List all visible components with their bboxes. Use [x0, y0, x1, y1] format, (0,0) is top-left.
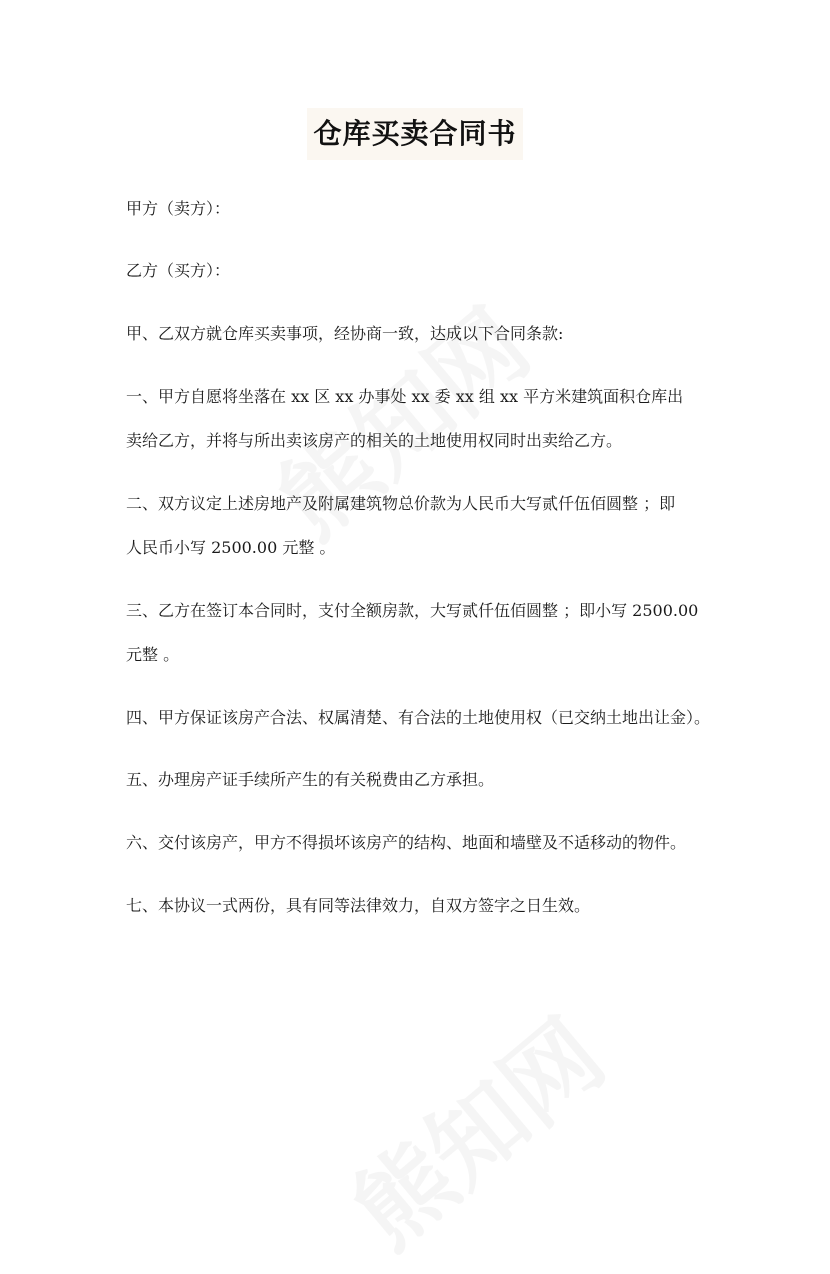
watermark: [245, 273, 554, 563]
clause-2-line-2: 人民币小写 2500.00 元整 。: [126, 538, 336, 557]
title-block: [0, 108, 830, 160]
clause-5: 五、办理房产证手续所产生的有关税费由乙方承担。: [126, 770, 495, 789]
clause-1-line-2: 卖给乙方，并将与所出卖该房产的相关的土地使用权同时出卖给乙方。: [126, 431, 623, 450]
clause-7: 七、本协议一式两份，具有同等法律效力，自双方签字之日生效。: [126, 896, 591, 915]
clause-1-line-1: 一、甲方自愿将坐落在 xx 区 xx 办事处 xx 委 xx 组 xx 平方米建筑面积仓库出: [126, 387, 684, 406]
intro-paragraph: 甲、乙双方就仓库买卖事项，经协商一致，达成以下合同条款:: [126, 324, 564, 343]
document-title: 仓库买卖合同书: [307, 108, 522, 160]
clause-3-line-1: 三、乙方在签订本合同时，支付全额房款，大写贰仟伍佰圆整 ；即小写 2500.00: [126, 601, 699, 620]
party-b-line: 乙方（买方）：: [126, 261, 231, 280]
watermark: [320, 983, 629, 1273]
clause-4: 四、甲方保证该房产合法、权属清楚、有合法的土地使用权（已交纳土地出让金）。: [126, 708, 711, 727]
clause-2-line-1: 二、双方议定上述房地产及附属建筑物总价款为人民币大写贰仟伍佰圆整 ；即: [126, 494, 676, 513]
party-a-line: 甲方（卖方）：: [126, 199, 231, 218]
clause-6: 六、交付该房产，甲方不得损坏该房产的结构、地面和墙壁及不适移动的物件。: [126, 833, 687, 852]
clause-3-line-2: 元整 。: [126, 645, 180, 664]
